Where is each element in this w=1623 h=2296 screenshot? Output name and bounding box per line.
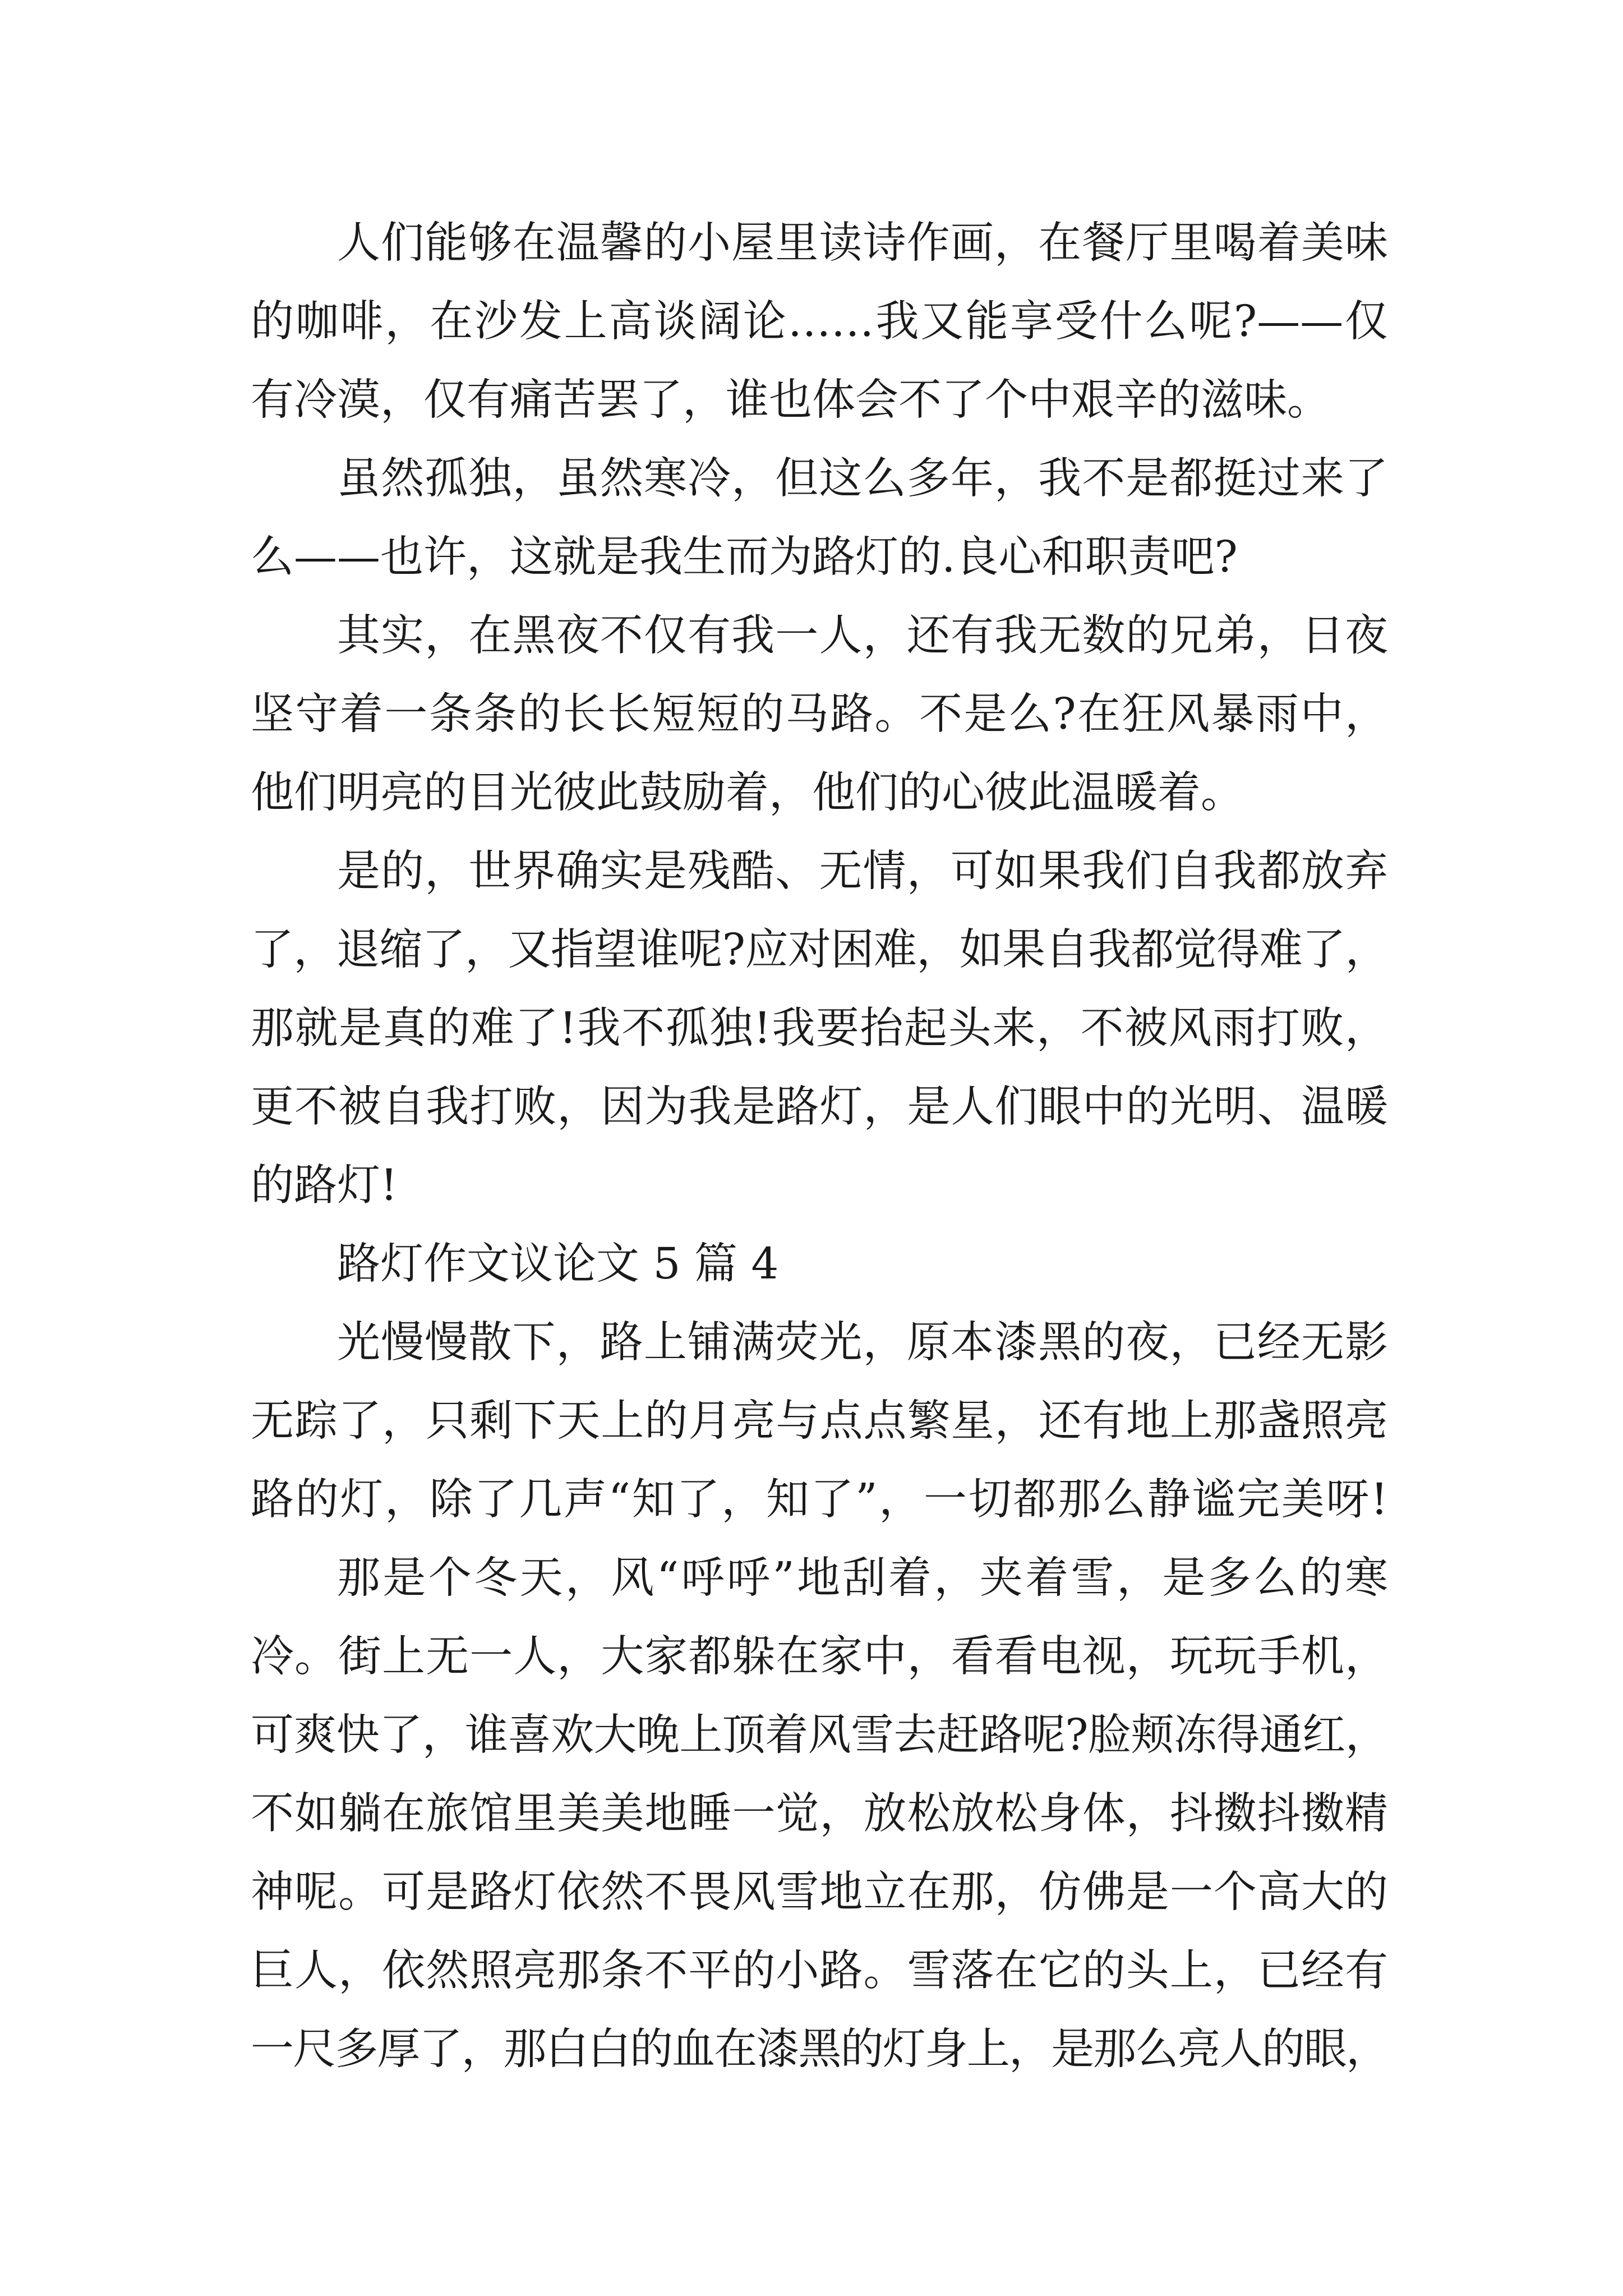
- text-line: 冷。街上无一人，大家都躲在家中，看看电视，玩玩手机，: [251, 1632, 1388, 1682]
- paragraph: [251, 1539, 1388, 2089]
- article-title: [251, 1225, 1388, 1304]
- text-line: 路的灯，除了几声“知了，知了”，一切都那么静谧完美呀!: [251, 1475, 1388, 1525]
- next-article: [251, 1225, 1388, 2089]
- text-line: 有冷漠，仅有痛苦罢了，谁也体会不了个中艰辛的滋味。: [251, 375, 1330, 425]
- text-line: 其实，在黑夜不仅有我一人，还有我无数的兄弟，日夜: [337, 611, 1388, 661]
- paragraph: [251, 1304, 1388, 1539]
- paragraph: [251, 597, 1388, 832]
- text-line: 光慢慢散下，路上铺满荧光，原本漆黑的夜，已经无影: [337, 1318, 1388, 1368]
- page-text: [251, 204, 1388, 2089]
- text-line: 的路灯!: [251, 1161, 398, 1211]
- text-line: 可爽快了，谁喜欢大晚上顶着风雪去赶路呢?脸颊冻得通红，: [251, 1710, 1388, 1760]
- text-line: 他们明亮的目光彼此鼓励着，他们的心彼此温暖着。: [251, 768, 1244, 818]
- text-line: 一尺多厚了，那白白的血在漆黑的灯身上，是那么亮人的眼，: [251, 2024, 1388, 2074]
- text-line: 那是个冬天，风“呼呼”地刮着，夹着雪，是多么的寒: [337, 1553, 1388, 1603]
- text-line: 坚守着一条条的长长短短的马路。不是么?在狂风暴雨中，: [251, 689, 1388, 739]
- text-line: 虽然孤独，虽然寒冷，但这么多年，我不是都挺过来了: [337, 454, 1388, 504]
- article-title-text: 路灯作文议论文 5 篇 4: [337, 1239, 779, 1289]
- text-line: 神呢。可是路灯依然不畏风雪地立在那，仿佛是一个高大的: [251, 1867, 1388, 1917]
- text-line: 不如躺在旅馆里美美地睡一觉，放松放松身体，抖擞抖擞精: [251, 1789, 1388, 1839]
- text-line: 那就是真的难了!我不孤独!我要抬起头来，不被风雨打败，: [251, 1004, 1388, 1053]
- previous-article-body: [251, 204, 1388, 1225]
- text-line: 更不被自我打败，因为我是路灯，是人们眼中的光明、温暖: [251, 1082, 1388, 1132]
- paragraph: [251, 204, 1388, 440]
- text-line: 无踪了，只剩下天上的月亮与点点繁星，还有地上那盏照亮: [251, 1396, 1388, 1446]
- text-line: 的咖啡，在沙发上高谈阔论……我又能享受什么呢?——仅: [251, 297, 1388, 347]
- text-line: 人们能够在温馨的小屋里读诗作画，在餐厅里喝着美味: [337, 218, 1388, 268]
- paragraph: [251, 440, 1388, 597]
- text-line: 是的，世界确实是残酷、无情，可如果我们自我都放弃: [337, 846, 1388, 896]
- text-line: 么——也许，这就是我生而为路灯的.良心和职责吧?: [251, 532, 1238, 582]
- paragraph: [251, 832, 1388, 1225]
- text-line: 了，退缩了，又指望谁呢?应对困难，如果自我都觉得难了，: [251, 925, 1388, 975]
- text-line: 巨人，依然照亮那条不平的小路。雪落在它的头上，已经有: [251, 1946, 1388, 1996]
